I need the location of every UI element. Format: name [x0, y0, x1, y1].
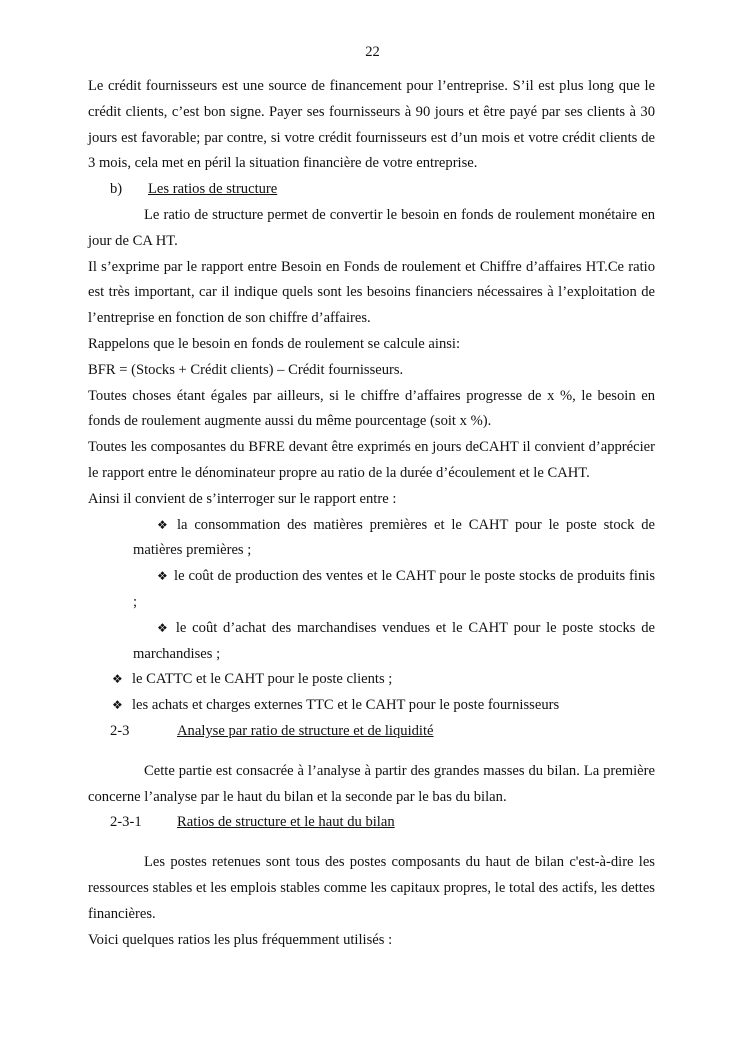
- list-item-text: le CATTC et le CAHT pour le poste clients ;: [132, 671, 393, 688]
- diamond-bullet-icon: ❖: [112, 672, 123, 687]
- paragraph-ratio-definition: Le ratio de structure permet de convertir le besoin en fonds de roulement monétaire en jour de CA HT.: [88, 206, 655, 249]
- paragraph-bfr-progression: Toutes choses étant égales par ailleurs, si le chiffre d’affaires progresse de x %, le besoin en fonds de roulement augmente aussi du même pourcentage (soit x %).: [88, 387, 655, 430]
- paragraph-interroger: Ainsi il convient de s’interroger sur le rapport entre :: [88, 490, 397, 507]
- paragraph-ratio-expression: Il s’exprime par le rapport entre Besoin en Fonds de roulement et Chiffre d’affaires HT.Ce ratio est très important, car il indique quels sont les besoins financiers nécessaires à l’exploitation de l’entreprise en fonction de son chiffre d’affaires.: [88, 258, 655, 327]
- diamond-bullet-icon: ❖: [112, 698, 123, 713]
- heading-title: Ratios de structure et le haut du bilan: [177, 814, 395, 831]
- diamond-bullet-icon: ❖: [157, 569, 169, 584]
- paragraph-bfre-composantes: Toutes les composantes du BFRE devant être exprimés en jours deCAHT il convient d’apprécier le rapport entre le dénominateur propre au ratio de la durée d’écoulement et le CAHT.: [88, 439, 655, 481]
- list-item-text: le coût d’achat des marchandises vendues et le CAHT pour le poste stocks de marchandises ;: [133, 619, 655, 662]
- diamond-bullet-icon: ❖: [157, 620, 170, 635]
- heading-section-2-3-1: [110, 810, 655, 836]
- heading-title: Les ratios de structure: [148, 181, 278, 198]
- heading-label: 2-3-1: [110, 814, 142, 831]
- paragraph-bfr-intro: Rappelons que le besoin en fonds de roulement se calcule ainsi:: [88, 335, 461, 352]
- paragraph-postes-retenues: Les postes retenues sont tous des postes composants du haut de bilan c'est-à-dire les ressources stables et les emplois stables comme les capitaux propres, le total des actifs, les dettes financières.: [88, 854, 655, 922]
- list-item-text: le coût de production des ventes et le CAHT pour le poste stocks de produits finis ;: [133, 568, 655, 610]
- paragraph-grandes-masses: Cette partie est consacrée à l’analyse à partir des grandes masses du bilan. La première concerne l’analyse par le haut du bilan et la seconde par le bas du bilan.: [88, 762, 655, 805]
- list-item-text: les achats et charges externes TTC et le CAHT pour le poste fournisseurs: [132, 697, 560, 714]
- list-item-text: la consommation des matières premières et le CAHT pour le poste stock de matières premières ;: [133, 516, 656, 559]
- heading-ratios-structure: [110, 177, 655, 203]
- heading-label: b): [110, 181, 123, 198]
- list-item: [112, 693, 655, 719]
- page-number: 22: [365, 44, 380, 60]
- paragraph-credit-fournisseurs: Le crédit fournisseurs est une source de financement pour l’entreprise. S’il est plus long que le crédit clients, c’est bon signe. Payer ses fournisseurs à 90 jours et être payé par ses clients à 30 jours est favorable; par contre, si votre crédit fournisseurs est d’un mois et votre crédit clients de 3 mois, cela met en péril la situation financière de votre entreprise.: [88, 78, 655, 172]
- heading-label: 2-3: [110, 722, 130, 739]
- list-item: [133, 564, 655, 616]
- heading-title: Analyse par ratio de structure et de liquidité: [177, 722, 434, 739]
- list-item: [133, 513, 655, 565]
- paragraph-bfr-formula: BFR = (Stocks + Crédit clients) – Crédit fournisseurs.: [88, 361, 404, 378]
- list-item: [133, 616, 655, 668]
- diamond-bullet-icon: ❖: [157, 517, 171, 532]
- list-item: [112, 667, 655, 693]
- heading-section-2-3: [110, 719, 655, 745]
- paragraph-ratios-utilises: Voici quelques ratios les plus fréquemment utilisés :: [88, 931, 393, 948]
- page-content: [88, 74, 655, 953]
